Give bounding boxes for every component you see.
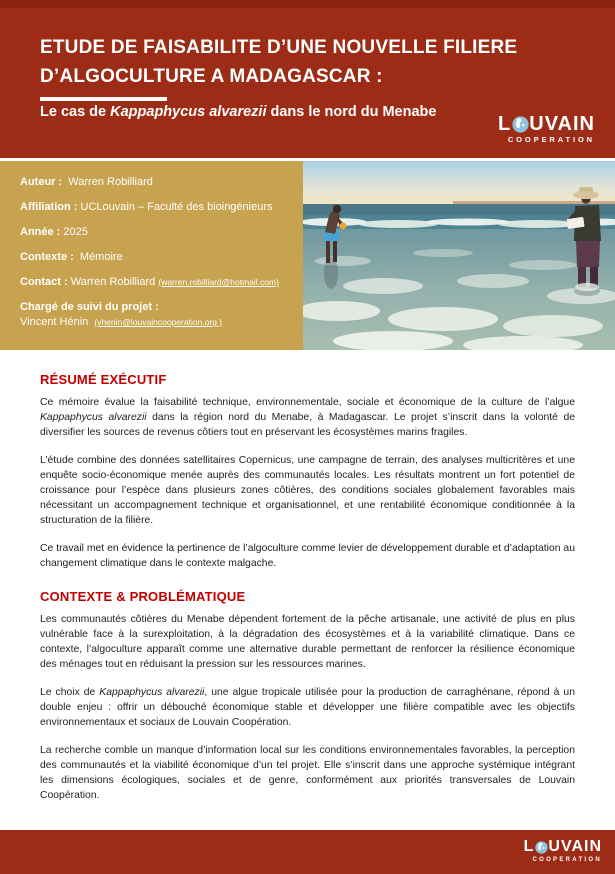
logo-letter-l: L: [523, 838, 535, 855]
info-row-affiliation: [20, 200, 303, 214]
info-value: Vincent Hénin: [20, 316, 89, 328]
info-row-auteur: [20, 175, 303, 189]
info-label: Année :: [20, 226, 61, 238]
info-value: Warren Robilliard: [70, 276, 156, 288]
paragraph: La recherche comble un manque d’information local sur les conditions environnementales favorables, la perception des communautés et la viabilité économique d’un tel projet. Elle s’inscrit dans une approche systémique intégrant les dimensions écologiques, sociales et de genre, conformément aux priorités transversales de Louvain Coopération.: [40, 745, 575, 801]
info-label: Affiliation :: [20, 201, 78, 213]
info-label: Auteur :: [20, 176, 63, 188]
info-row-charge-de-suivi: [20, 300, 303, 330]
logo-wordmark: [498, 114, 595, 134]
info-row-contact: [20, 275, 303, 289]
title-line-2: D’ALGOCULTURE A MADAGASCAR :: [40, 66, 383, 87]
logo-letters-uvain: UVAIN: [548, 838, 602, 855]
logo-letters-uvain: UVAIN: [529, 113, 595, 135]
globe-icon: [535, 841, 548, 854]
paragraph: Le choix de Kappaphycus alvarezii, une algue tropicale utilisée pour la production de carraghénane, répond à un double enjeu : offrir un débouché économique stable et développer une filière compatible avec les objectifs environnementaux et sociaux de Louvain Coopération.: [40, 687, 575, 728]
info-value: 2025: [63, 226, 88, 238]
logo-subtitle: COOPERATION: [532, 857, 602, 863]
paragraph: L’étude combine des données satellitaires Copernicus, une campagne de terrain, des analyses multicritères et une enquête socio-économique menée auprès des communautés locales. Les résultats montrent un fort potentiel de croissance pour l’espèce dans plusieurs zones côtières, des conditions sociales globalement favorables mais nécessitant un accompagnement technique et organisationnel, et une rentabilité économique conditionnée à la structuration de la filière.: [40, 455, 575, 526]
paragraph: Les communautés côtières du Menabe dépendent fortement de la pêche artisanale, une activité de plus en plus vulnérable face à la surexploitation, à la dégradation des écosystèmes et à la variabilité climatique. Dans ce contexte, l’algoculture apparaît comme une alternative durable permettant de renforcer la résilience économique des ménages tout en réduisant la pression sur les ressources marines.: [40, 614, 575, 670]
info-value: Mémoire: [79, 251, 123, 263]
info-row-annee: [20, 225, 303, 239]
section-heading-contexte: CONTEXTE & PROBLÉMATIQUE: [40, 589, 246, 604]
logo-letter-l: L: [498, 113, 512, 135]
project-officer-email-link[interactable]: (vhenin@louvaincooperation.org ): [94, 317, 223, 327]
contact-email-link[interactable]: (warren.robilliard@hotmail.com): [158, 277, 279, 287]
footer-banner: [0, 830, 615, 874]
section-heading-resume: RÉSUMÉ EXÉCUTIF: [40, 372, 167, 387]
title-line-1: ETUDE DE FAISABILITE D’UNE NOUVELLE FILIERE: [40, 37, 518, 58]
paragraph: Ce mémoire évalue la faisabilité technique, environnementale, sociale et économique de la culture de l’algue Kappaphycus alvarezii dans la région nord du Menabe, à Madagascar. Le projet s’inscrit dans la volonté de diversifier les sources de revenus côtiers tout en préservant les écosystèmes marins fragiles.: [40, 397, 575, 438]
louvain-cooperation-logo-footer: [524, 839, 602, 863]
document-subtitle: Le cas de Kappaphycus alvarezii dans le nord du Menabe: [40, 104, 437, 120]
author-info-box: [0, 161, 303, 350]
paragraph: Ce travail met en évidence la pertinence de l’algoculture comme levier de développement durable et d’adaptation au changement climatique dans le contexte malgache.: [40, 543, 575, 569]
info-label: Contact :: [20, 276, 68, 288]
title-underline-rule: [40, 97, 167, 101]
info-label: Chargé de suivi du projet :: [20, 301, 159, 313]
info-label: Contexte :: [20, 251, 74, 263]
globe-icon: [512, 116, 529, 133]
logo-subtitle: COOPERATION: [507, 135, 595, 144]
header-banner: [0, 0, 615, 158]
document-title: [40, 33, 517, 91]
louvain-cooperation-logo: [498, 114, 595, 144]
beach-survey-photo: [303, 161, 615, 350]
logo-wordmark: [524, 839, 602, 855]
info-row-contexte: [20, 250, 303, 264]
header-top-strip: [0, 0, 615, 8]
photo-illustration: [303, 161, 615, 350]
info-value: UCLouvain – Faculté des bioingénieurs: [80, 201, 273, 213]
document-body: [40, 372, 575, 816]
info-value: Warren Robilliard: [68, 176, 153, 188]
